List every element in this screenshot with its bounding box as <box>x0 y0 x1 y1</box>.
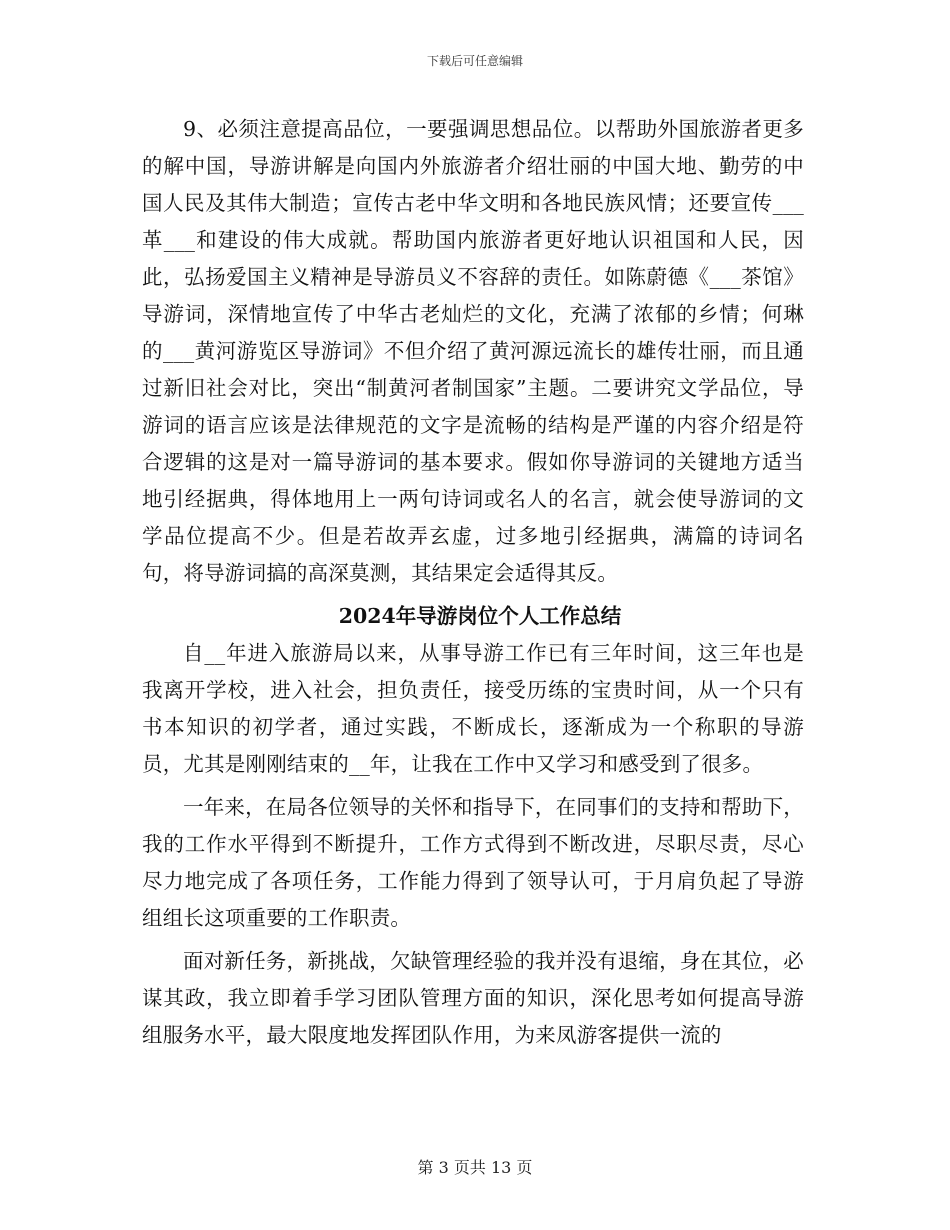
paragraph-tour-guide-quality: 9、必须注意提高品位，一要强调思想品位。以帮助外国旅游者更多的解中国，导游讲解是向国内外旅游者介绍壮丽的中国大地、勤劳的中国人民及其伟大制造；宣传古老中华文明和各地民族风情；还要宣传___革___和建设的伟大成就。帮助国内旅游者更好地认识祖国和人民，因此，弘扬爱国主义精神是导游员义不容辞的责任。如陈蔚德《___茶馆》导游词，深情地宣传了中华古老灿烂的文化，充满了浓郁的乡情；何琳的___黄河游览区导游词》不但介绍了黄河源远流长的雄传壮丽，而且通过新旧社会对比，突出“制黄河者制国家”主题。二要讲究文学品位，导游词的语言应该是法律规范的文字是流畅的结构是严谨的内容介绍是符合逻辑的这是对一篇导游词的基本要求。假如你导游词的关键地方适当地引经据典，得体地用上一两句诗词或名人的名言，就会使导游词的文学品位提高不少。但是若故弄玄虚，过多地引经据典，满篇的诗词名句，将导游词搞的高深莫测，其结果定会适得其反。 <box>142 117 804 585</box>
page-number: 第 3 页共 13 页 <box>417 1158 533 1177</box>
paragraph-new-challenges: 面对新任务，新挑战，欠缺管理经验的我并没有退缩，身在其位，必谋其政，我立即着手学习团队管理方面的知识，深化思考如何提高导游组服务水平，最大限度地发挥团队作用，为来凤游客提供一流的 <box>142 949 804 1047</box>
paragraph-achievements: 一年来，在局各位领导的关怀和指导下，在同事们的支持和帮助下，我的工作水平得到不断提升，工作方式得到不断改进，尽职尽责，尽心尽力地完成了各项任务，工作能力得到了领导认可，于月肩负起了导游组组长这项重要的工作职责。 <box>142 795 804 930</box>
document-body <box>142 111 804 1054</box>
page-header: 下载后可任意编辑 <box>426 54 523 68</box>
paragraph-intro: 自__年进入旅游局以来，从事导游工作已有三年时间，这三年也是我离开学校，进入社会，担负责任，接受历练的宝贵时间，从一个只有书本知识的初学者，通过实践，不断成长，逐渐成为一个称职的导游员，尤其是刚刚结束的__年，让我在工作中又学习和感受到了很多。 <box>142 641 804 776</box>
section-title: 2024年导游岗位个人工作总结 <box>338 604 622 628</box>
